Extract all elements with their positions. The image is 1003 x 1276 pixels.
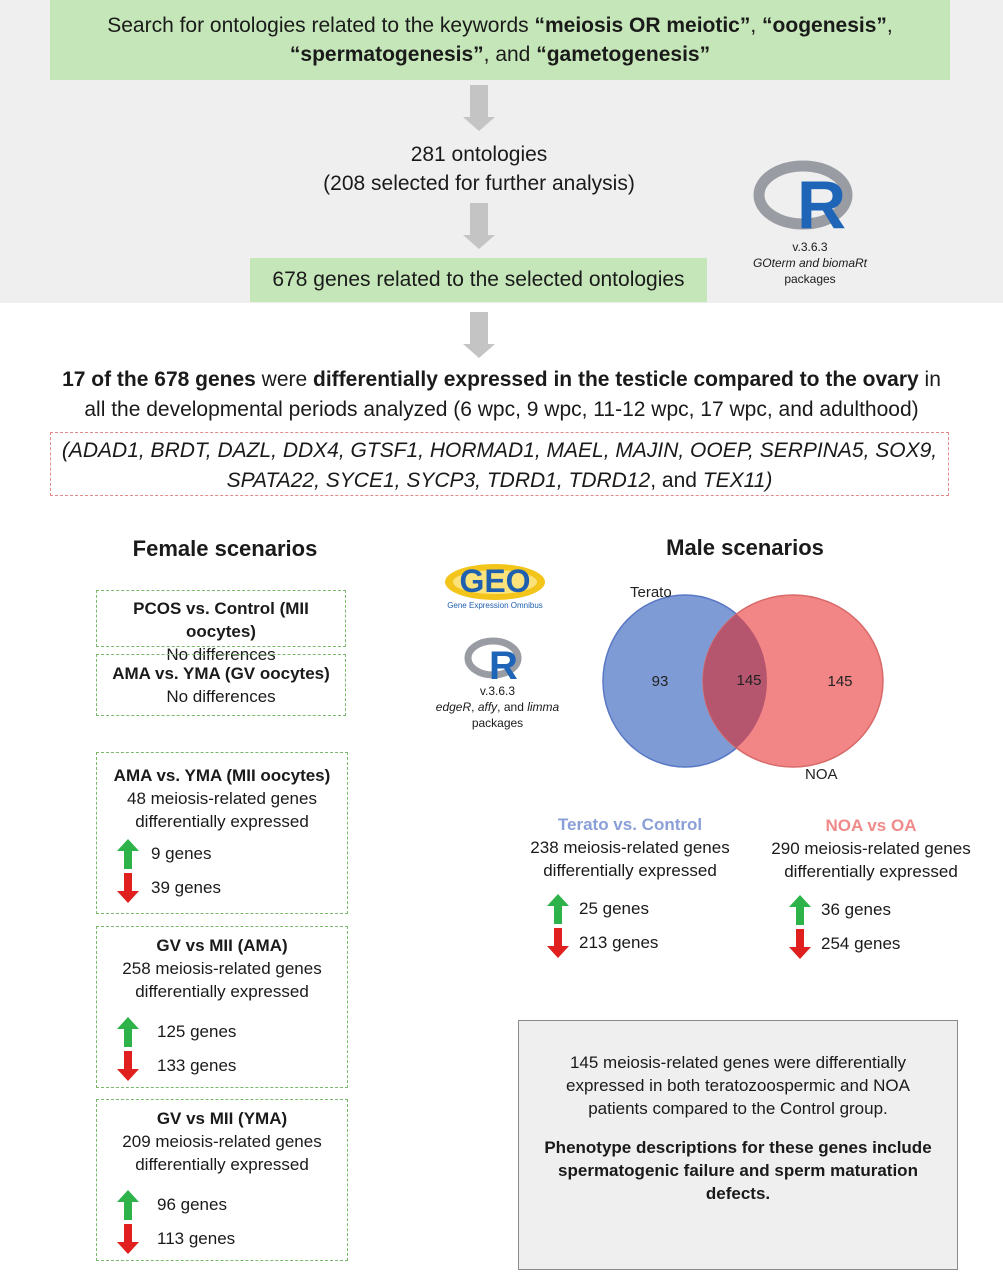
comparison-line1: 238 meiosis-related genes — [530, 838, 730, 857]
summary-periods: all the developmental periods analyzed (6 wpc, 9 wpc, 11-12 wpc, 17 wpc, and adulthood) — [84, 398, 919, 421]
down-arrow-icon — [789, 929, 811, 959]
up-count: 36 genes — [821, 900, 891, 919]
conclusion-line: expressed in both teratozoospermic and NOA — [566, 1076, 910, 1095]
pkg-sep: , and — [497, 700, 528, 714]
summary-text — [0, 365, 1003, 425]
r-version: v.3.6.3 — [792, 240, 828, 254]
up-arrow-icon — [117, 1190, 139, 1220]
conclusion-line: 145 meiosis-related genes were differentially — [569, 1053, 907, 1072]
gene-list-line1: (ADAD1, BRDT, DAZL, DDX4, GTSF1, HORMAD1, MAEL, MAJIN, OOEP, SERPINA5, SOX9, — [61, 439, 938, 462]
keyword-oogenesis: “oogenesis” — [762, 14, 887, 37]
ontologies-count: 281 ontologies — [410, 143, 548, 166]
up-count: 9 genes — [151, 844, 212, 863]
up-row — [789, 893, 977, 927]
middle-r-caption — [410, 683, 585, 731]
r-packages-names: GOterm and biomaRt — [752, 256, 868, 270]
up-row — [117, 837, 347, 871]
pkg-sep: , — [471, 700, 478, 714]
venn-left-label: Terato — [630, 584, 672, 601]
down-count: 39 genes — [151, 878, 221, 897]
down-row — [117, 1222, 347, 1256]
pkg-affy: affy — [477, 700, 498, 714]
pkg-edger: edgeR — [435, 700, 472, 714]
flow-arrow — [463, 85, 495, 131]
up-arrow-icon — [789, 895, 811, 925]
conclusion-box — [518, 1020, 958, 1270]
keyword-meiosis: “meiosis OR meiotic” — [534, 14, 751, 37]
summary-bold-count: 17 of the 678 genes — [62, 368, 256, 391]
summary-bold-finding: differentially expressed in the testicle compared to the ovary — [313, 368, 919, 391]
r-version: v.3.6.3 — [479, 684, 516, 698]
down-row — [117, 871, 347, 905]
up-arrow-icon — [117, 839, 139, 869]
gene-list-and: , and — [650, 469, 703, 492]
r-logo-letter: R — [489, 644, 518, 682]
female-diff-box — [96, 926, 348, 1088]
box-title: GV vs MII (YMA) — [156, 1109, 288, 1128]
male-comparison-terato — [525, 813, 735, 960]
box-line1: 258 meiosis-related genes — [122, 959, 322, 978]
female-no-diff-box — [96, 654, 346, 716]
conclusion-bold-line: Phenotype descriptions for these genes include — [544, 1138, 932, 1157]
box-line1: 209 meiosis-related genes — [122, 1132, 322, 1151]
r-logo-middle — [463, 636, 533, 682]
ontologies-text — [300, 140, 658, 198]
female-diff-box — [96, 752, 348, 914]
comparison-line2: differentially expressed — [543, 861, 717, 880]
box-title: AMA vs. YMA (GV oocytes) — [112, 664, 330, 683]
up-count: 96 genes — [157, 1195, 227, 1214]
down-count: 254 genes — [821, 934, 901, 953]
pkg-label: packages — [471, 716, 524, 730]
box-text: No differences — [166, 687, 276, 706]
comparison-title: Terato vs. Control — [557, 815, 703, 834]
female-no-diff-box — [96, 590, 346, 664]
venn-left-count: 93 — [651, 673, 669, 690]
conclusion-bold-line: defects. — [705, 1184, 771, 1203]
separator: , — [886, 14, 893, 37]
separator: , — [750, 14, 763, 37]
comparison-line1: 290 meiosis-related genes — [771, 839, 971, 858]
box-title: AMA vs. YMA (MII oocytes) — [113, 766, 331, 785]
box-line1: 48 meiosis-related genes — [127, 789, 317, 808]
search-box — [50, 0, 950, 80]
up-row — [117, 1188, 347, 1222]
up-arrow-icon — [547, 894, 569, 924]
gene-list-box — [50, 432, 949, 496]
flow-arrow — [463, 203, 495, 249]
down-arrow-icon — [117, 1051, 139, 1081]
up-row — [117, 1015, 347, 1049]
gene-list-last: TEX11) — [702, 469, 773, 492]
conclusion-bold-line: spermatogenic failure and sperm maturation — [558, 1161, 918, 1180]
geo-logo-text: GEO — [459, 563, 531, 599]
pkg-limma: limma — [527, 700, 560, 714]
female-scenarios-title: Female scenarios — [132, 536, 318, 561]
geo-subtitle: Gene Expression Omnibus — [447, 601, 543, 610]
separator: , and — [483, 43, 537, 66]
down-arrow-icon — [117, 1224, 139, 1254]
up-arrow-icon — [117, 1017, 139, 1047]
search-text: Search for ontologies related to the keywords — [107, 14, 535, 37]
down-row — [117, 1049, 347, 1083]
box-line2: differentially expressed — [135, 982, 309, 1001]
ontologies-selected: (208 selected for further analysis) — [323, 172, 635, 195]
r-software-block — [745, 158, 875, 288]
down-row — [789, 927, 977, 961]
down-row — [547, 926, 735, 960]
r-packages-label: packages — [784, 272, 836, 286]
down-count: 213 genes — [579, 933, 659, 952]
comparison-line2: differentially expressed — [784, 862, 958, 881]
gene-list-line2: SPATA22, SYCE1, SYCP3, TDRD1, TDRD12 — [226, 469, 651, 492]
conclusion-line: patients compared to the Control group. — [588, 1099, 888, 1118]
summary-tail: in — [918, 368, 941, 391]
box-title: PCOS vs. Control (MII oocytes) — [133, 599, 309, 641]
genes-box — [250, 258, 707, 302]
up-row — [547, 892, 735, 926]
venn-right-label: NOA — [805, 766, 838, 783]
female-diff-box — [96, 1099, 348, 1261]
geo-logo — [440, 560, 550, 612]
flow-arrow — [463, 312, 495, 358]
r-logo-letter: R — [797, 167, 847, 234]
box-text: No differences — [166, 645, 276, 664]
venn-diagram — [600, 575, 900, 785]
box-line2: differentially expressed — [135, 812, 309, 831]
venn-right-count: 145 — [827, 673, 853, 690]
box-line2: differentially expressed — [135, 1155, 309, 1174]
keyword-gametogenesis: “gametogenesis” — [536, 43, 711, 66]
down-arrow-icon — [117, 873, 139, 903]
down-arrow-icon — [547, 928, 569, 958]
up-count: 125 genes — [157, 1022, 237, 1041]
comparison-title: NOA vs OA — [825, 816, 917, 835]
venn-overlap-count: 145 — [736, 672, 762, 689]
genes-box-text: 678 genes related to the selected ontologies — [272, 268, 685, 291]
keyword-spermatogenesis: “spermatogenesis” — [289, 43, 484, 66]
r-logo-icon — [463, 636, 533, 682]
summary-connector: were — [255, 368, 314, 391]
geo-logo-icon — [440, 560, 550, 612]
down-count: 133 genes — [157, 1056, 237, 1075]
male-scenarios-title: Male scenarios — [666, 535, 824, 560]
male-comparison-noa — [765, 814, 977, 961]
box-title: GV vs MII (AMA) — [156, 936, 288, 955]
up-count: 25 genes — [579, 899, 649, 918]
r-logo-icon — [745, 158, 875, 234]
down-count: 113 genes — [157, 1229, 236, 1248]
